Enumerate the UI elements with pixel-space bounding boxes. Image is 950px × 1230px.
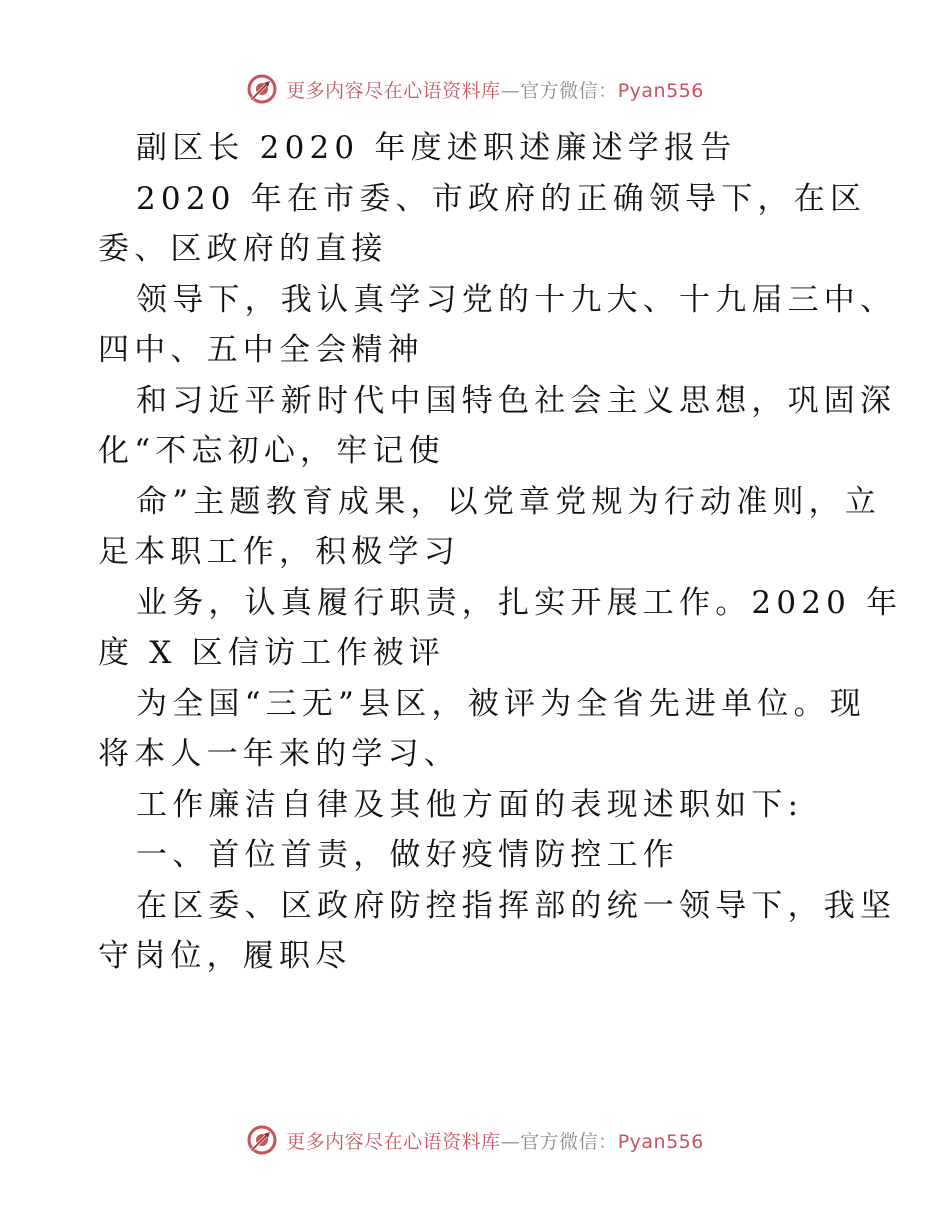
text-line: 工作廉洁自律及其他方面的表现述职如下: [136,786,804,823]
watermark-main: 更多内容尽在心语资料库 [286,79,501,102]
text-line: 化“不忘初心，牢记使 [98,433,445,469]
text-line: 为全国“三无”县区，被评为全省先进单位。现 [136,685,866,722]
text-line: 度 X 区信访工作被评 [98,635,445,671]
watermark-dash: — [500,79,521,102]
watermark-wechat-id: Pyan556 [617,79,704,102]
text-line: 领导下，我认真学习党的十九大、十九届三中、 [136,281,897,318]
footer-watermark [0,1123,950,1157]
watermark-wechat-id: Pyan556 [617,1130,704,1153]
document-title: 副区长 2020 年度述职述廉述学报告 [136,130,737,166]
watermark-main: 更多内容尽在心语资料库 [286,1130,501,1153]
watermark-text [286,1127,704,1154]
text-line: 和习近平新时代中国特色社会主义思想，巩固深 [136,382,897,419]
brand-logo-icon [246,73,278,105]
text-line: 将本人一年来的学习、 [98,736,460,772]
text-line: 业务，认真履行职责，扎实开展工作。2020 年 [136,584,903,621]
watermark-text [286,76,704,103]
watermark-wechat-label: 官方微信： [520,1130,618,1153]
text-line: 命”主题教育成果，以党章党规为行动准则，立 [136,483,882,520]
text-line: 委、区政府的直接 [98,231,388,267]
text-line: 足本职工作，积极学习 [98,534,460,570]
text-line: 在区委、区政府防控指挥部的统一领导下，我坚 [136,887,897,924]
watermark-wechat-label: 官方微信： [520,79,618,102]
header-watermark [0,72,950,106]
document-body [98,123,903,982]
brand-logo-icon [246,1124,278,1156]
watermark-dash: — [500,1130,521,1153]
text-line: 一、首位首责，做好疫情防控工作 [136,837,679,873]
text-line: 四中、五中全会精神 [98,332,424,368]
text-line: 2020 年在市委、市政府的正确领导下，在区 [136,180,867,217]
text-line: 守岗位，履职尽 [98,938,352,974]
